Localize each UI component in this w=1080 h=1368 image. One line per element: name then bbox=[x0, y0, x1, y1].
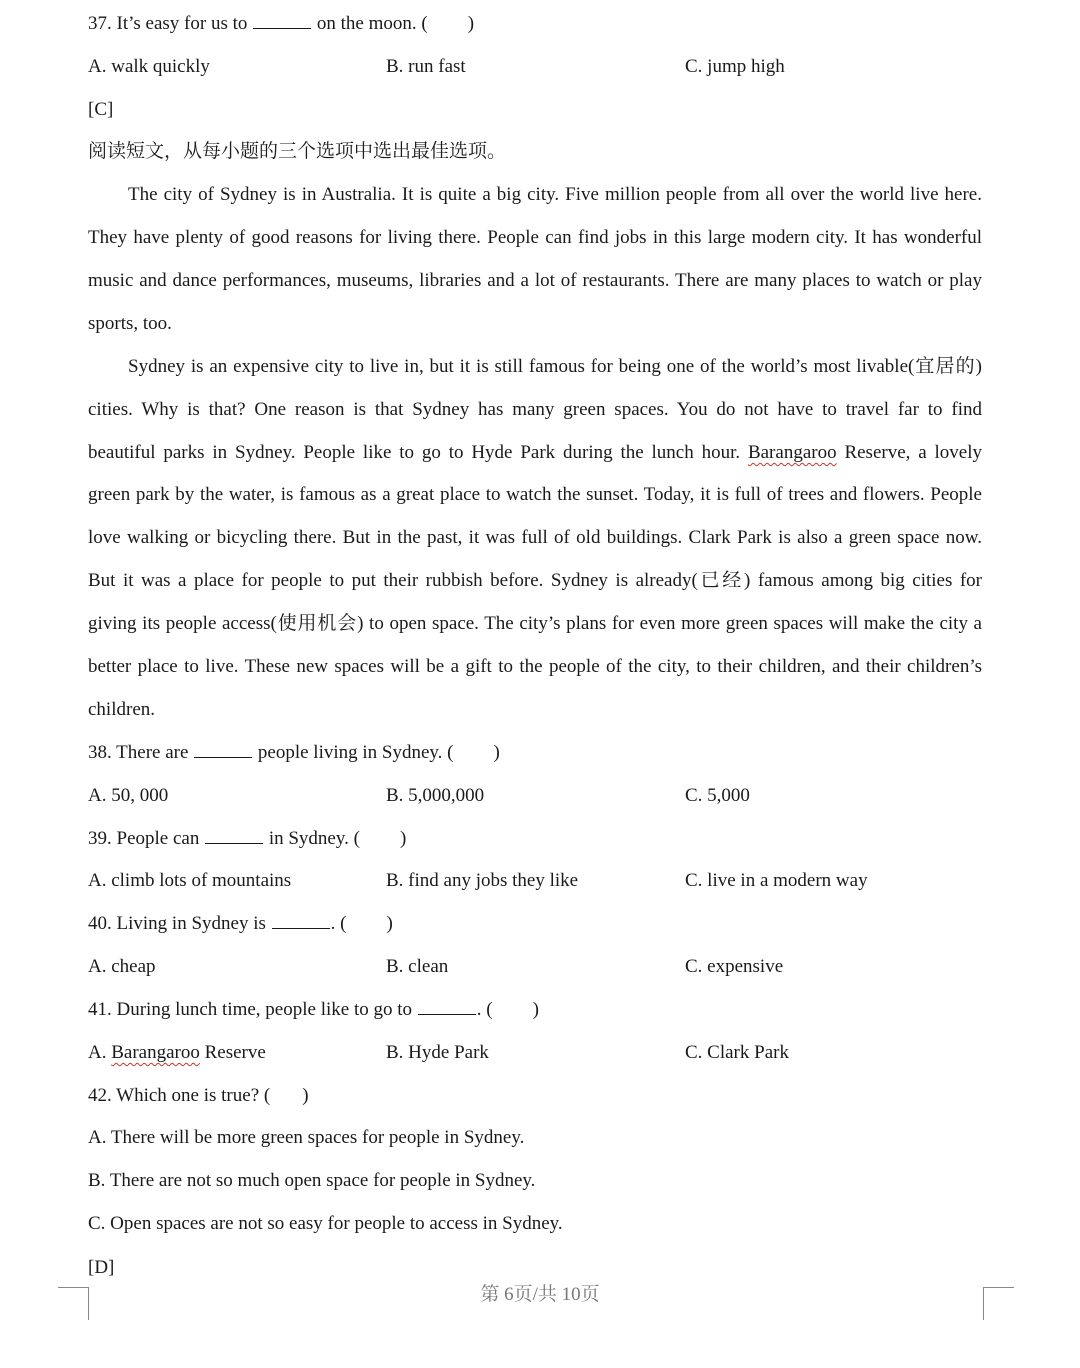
crop-mark-right bbox=[983, 1287, 1014, 1320]
passage-line: sports, too. bbox=[88, 313, 172, 334]
question-42-close: ) bbox=[302, 1085, 309, 1106]
question-41-close: ) bbox=[532, 999, 539, 1020]
q37-option-a: A. walk quickly bbox=[88, 56, 210, 77]
section-c-label: [C] bbox=[88, 99, 114, 120]
q41-option-b: B. Hyde Park bbox=[386, 1042, 489, 1063]
option-letter: A. bbox=[88, 1042, 112, 1063]
question-39-close: ) bbox=[399, 828, 407, 849]
question-39-suffix: in Sydney. ( bbox=[268, 828, 360, 849]
passage-line: But it was a place for people to put their rubbish before. Sydney is already(已经) famous among big cities for bbox=[88, 570, 982, 591]
q40-option-a: A. cheap bbox=[88, 956, 156, 977]
q42-option-a: A. There will be more green spaces for people in Sydney. bbox=[88, 1127, 525, 1148]
section-c-instruction: 阅读短文，从每小题的三个选项中选出最佳选项。 bbox=[88, 141, 507, 162]
spellcheck-word: Barangaroo bbox=[111, 1042, 200, 1063]
option-text: Reserve bbox=[199, 1042, 266, 1063]
q40-option-b: B. clean bbox=[386, 956, 449, 977]
question-37-close: ) bbox=[467, 13, 475, 34]
question-41-suffix: . ( bbox=[476, 999, 493, 1020]
passage-line: giving its people access(使用机会) to open space. The city’s plans for even more green spaces will make the city a bbox=[88, 613, 982, 634]
q39-option-a: A. climb lots of mountains bbox=[88, 870, 292, 891]
passage-line bbox=[88, 441, 982, 465]
answer-blank bbox=[272, 912, 330, 929]
question-40-prefix: 40. Living in Sydney is bbox=[88, 913, 266, 934]
answer-blank bbox=[418, 998, 476, 1015]
section-d-label: [D] bbox=[88, 1257, 115, 1278]
q40-option-c: C. expensive bbox=[685, 956, 784, 977]
q41-option-a bbox=[88, 1041, 266, 1065]
passage-line: children. bbox=[88, 699, 156, 720]
question-37-suffix: on the moon. ( bbox=[316, 13, 428, 34]
q39-option-c: C. live in a modern way bbox=[685, 870, 868, 891]
passage-line: love walking or bicycling there. But in the past, it was full of old buildings. Clark Park is also a green space now. bbox=[88, 527, 982, 548]
question-40-close: ) bbox=[386, 913, 393, 934]
question-40-suffix: . ( bbox=[330, 913, 347, 934]
question-38-suffix: people living in Sydney. ( bbox=[257, 742, 454, 763]
question-37-prefix: 37. It’s easy for us to bbox=[88, 13, 248, 34]
answer-blank bbox=[253, 12, 311, 29]
q42-option-c: C. Open spaces are not so easy for people to access in Sydney. bbox=[88, 1213, 563, 1234]
page-number: 第 6页/共 10页 bbox=[480, 1284, 600, 1305]
q37-option-c: C. jump high bbox=[685, 56, 785, 77]
crop-mark-left bbox=[58, 1287, 89, 1320]
passage-line: music and dance performances, museums, libraries and a lot of restaurants. There are many places to watch or play bbox=[88, 270, 982, 291]
answer-blank bbox=[194, 741, 252, 758]
q38-option-b: B. 5,000,000 bbox=[386, 785, 485, 806]
q37-option-b: B. run fast bbox=[386, 56, 466, 77]
q41-option-c: C. Clark Park bbox=[685, 1042, 789, 1063]
q39-option-b: B. find any jobs they like bbox=[386, 870, 579, 891]
q38-option-c: C. 5,000 bbox=[685, 785, 750, 806]
passage-line: green park by the water, is famous as a great place to watch the sunset. Today, it is full of trees and flowers. People bbox=[88, 484, 982, 505]
passage-text: Reserve, a lovely bbox=[836, 442, 982, 463]
passage-line: Sydney is an expensive city to live in, but it is still famous for being one of the world’s most livable(宜居的) bbox=[128, 356, 982, 377]
question-42-prefix: 42. Which one is true? ( bbox=[88, 1085, 271, 1106]
question-39-prefix: 39. People can bbox=[88, 828, 200, 849]
question-37 bbox=[88, 12, 474, 36]
question-40 bbox=[88, 912, 393, 936]
passage-line: better place to live. These new spaces will be a gift to the people of the city, to their children, and their children’s bbox=[88, 656, 982, 677]
q38-option-a: A. 50, 000 bbox=[88, 785, 169, 806]
question-38-prefix: 38. There are bbox=[88, 742, 189, 763]
q42-option-b: B. There are not so much open space for people in Sydney. bbox=[88, 1170, 536, 1191]
passage-line: They have plenty of good reasons for living there. People can find jobs in this large modern city. It has wonderful bbox=[88, 227, 982, 248]
question-41 bbox=[88, 998, 539, 1022]
spellcheck-word: Barangaroo bbox=[747, 442, 837, 463]
question-39 bbox=[88, 827, 406, 851]
passage-line: cities. Why is that? One reason is that Sydney has many green spaces. You do not have to travel far to find bbox=[88, 399, 982, 420]
question-42 bbox=[88, 1084, 309, 1108]
question-38 bbox=[88, 741, 500, 765]
answer-blank bbox=[205, 827, 263, 844]
passage-line: The city of Sydney is in Australia. It is quite a big city. Five million people from all over the world live here. bbox=[128, 184, 982, 205]
question-38-close: ) bbox=[493, 742, 500, 763]
question-41-prefix: 41. During lunch time, people like to go to bbox=[88, 999, 413, 1020]
passage-text: beautiful parks in Sydney. People like to go to Hyde Park during the lunch hour. bbox=[88, 442, 748, 463]
